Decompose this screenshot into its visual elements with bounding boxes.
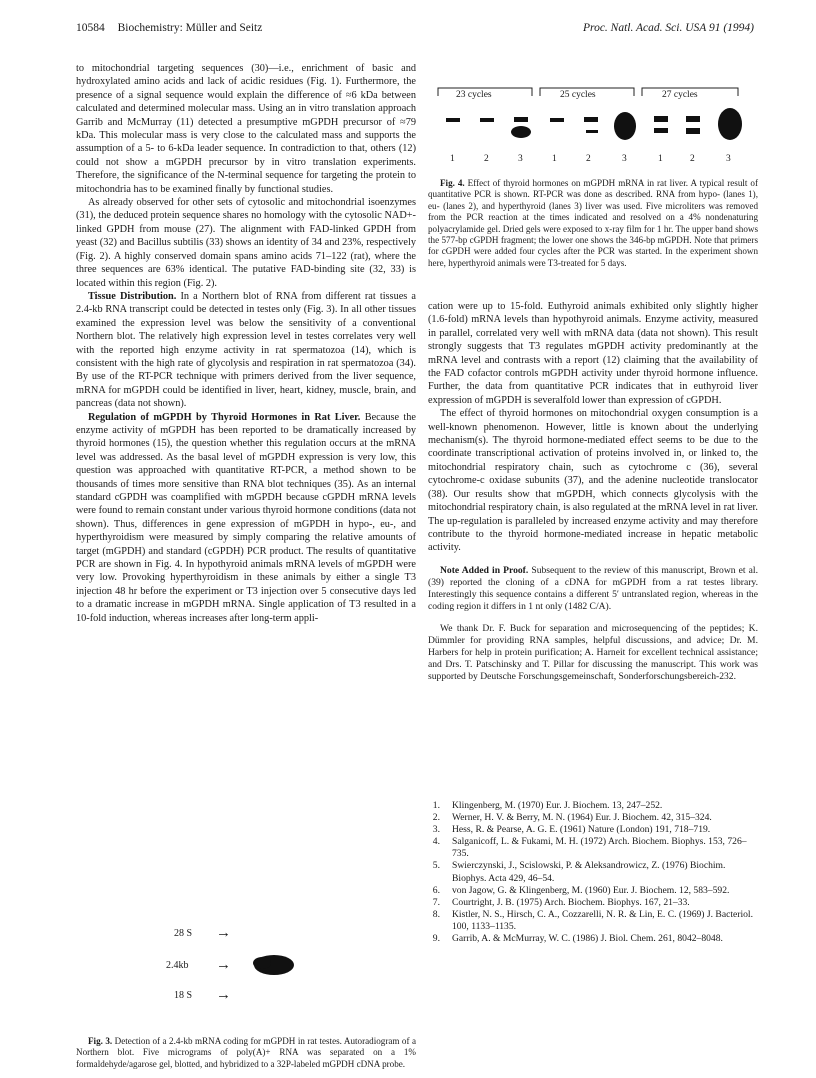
left-column xyxy=(76,62,416,625)
lane-number: 1 xyxy=(658,154,663,164)
reference-text: Swierczynski, J., Scislowski, P. & Aleksandrowicz, Z. (1976) Biochim. Biophys. Acta 429, 46–54. xyxy=(452,860,726,884)
reference-text: Salganicoff, L. & Fukami, M. H. (1972) Arch. Biochem. Biophys. 153, 726–735. xyxy=(452,836,747,860)
gel-group-label: 27 cycles xyxy=(662,90,698,100)
note-added-in-proof xyxy=(428,565,758,613)
paragraph-leader-sequence: to mitochondrial targeting sequences (30)—i.e., enrichment of basic and hydroxylated amino acids and lack of acidic residues (Fig. 1). Furthermore, the presence of a signal sequence would explain the difference of ≈6 kDa between calculated and determined molecular mass. Using an in vitro translation approach Garrib and McMurray (11) detected a presumptive mGPDH precursor of ≈79 kDa. This molecular mass is very close to the calculated mass and supports the assumption of a 5- to 6-kDa leader sequence. In contradiction to that, others (12) could not show a mGPDH precursor by in vitro translation experiments. Therefore, the significance of the N-terminal sequence for targeting the protein to mitochondria has to be examined finally by functional studies. xyxy=(76,63,416,195)
lane-number: 1 xyxy=(450,154,455,164)
gel-band-lower xyxy=(586,130,598,133)
section-heading-regulation: Regulation of mGPDH by Thyroid Hormones in Rat Liver. xyxy=(88,411,361,423)
reference-number: 7. xyxy=(432,896,440,908)
reference-item xyxy=(428,812,758,824)
reference-item xyxy=(428,860,758,884)
reference-number: 4. xyxy=(432,836,440,848)
reference-text: Klingenberg, M. (1970) Eur. J. Biochem. 13, 247–252. xyxy=(452,800,663,811)
reference-item xyxy=(428,909,758,933)
arrow-28s-icon: → xyxy=(216,925,231,941)
gel-band-upper xyxy=(584,117,598,122)
marker-28s: 28 S xyxy=(174,928,193,939)
reference-text: Werner, H. V. & Berry, M. N. (1964) Eur. J. Biochem. 42, 315–324. xyxy=(452,812,712,824)
gel-band-lower xyxy=(614,112,636,140)
paragraph-results: cation were up to 15-fold. Euthyroid animals exhibited only slightly higher (1.6-fold) mRNA levels than hypothyroid animals. Enzyme activity, measured in parallel, correlated very well with mRNA data (data not shown). This result strongly suggests that T3 regulates mGPDH activity predominantly at the mRNA level and contrasts with a report (12) claiming that the availability of the FAD cofactor controls mGPDH activity under thyroid hormone influence. Further, the data from quantitative PCR indicates that in euthyroid liver expression of mGPDH is severalfold lower than expression of cGPDH. xyxy=(428,301,758,406)
reference-item xyxy=(428,933,758,945)
reference-text: Hess, R. & Pearse, A. G. E. (1961) Nature (London) 191, 718–719. xyxy=(452,824,711,836)
figure-4-caption-label: Fig. 4. xyxy=(440,178,465,188)
lane-number: 2 xyxy=(484,154,489,164)
figure-4-gel xyxy=(428,84,758,170)
marker-2-4kb: 2.4kb xyxy=(166,960,189,971)
figure-4-caption xyxy=(428,178,758,269)
right-column xyxy=(428,300,758,683)
reference-number: 3. xyxy=(432,824,440,836)
paragraph-homology: As already observed for other sets of cytosolic and mitochondrial isoenzymes (31), the deduced protein sequence shares no homology with the cytosolic NAD+-linked GPDH from mouse (27). The alignment with FAD-linked GPDH from yeast (32) and Bacillus subtilis (33) shows an identity of 34 and 23%, respectively (Fig. 2). A highly conserved domain spans amino acids 71–122 (rat), where the three sequences are 63% identical. The putative FAD-binding site (32, 33) is located within this region (Fig. 2). xyxy=(76,197,416,289)
reference-item xyxy=(428,800,758,812)
figure-3-caption-text: Detection of a 2.4-kb mRNA coding for mGPDH in rat testes. Autoradiogram of a Northern blot. Five micrograms of poly(A)+ RNA was separated on a 1% formaldehyde/agarose gel, blotted, and hybridized to a 32P-labeled mGPDH cDNA probe. xyxy=(76,1036,417,1069)
gel-band-upper xyxy=(654,116,668,122)
page-number: 10584 xyxy=(76,22,105,34)
lane-number: 1 xyxy=(552,154,557,164)
gel-band-upper xyxy=(514,117,528,122)
regulation-text: Because the enzyme activity of mGPDH has been reported to be dramatically increased by thyroid hormones (15), the question whether this regulation occurs at the mRNA level was addressed. As the basal level of mGPDH expression is very low, this question was approached with quantitative RT-PCR, a method shown to be thousands of times more sensitive than RNA blot techniques (35). As an internal standard cGPDH was coamplified with mGPDH because cGPDH mRNA levels were found to remain constant under various thyroid hormone conditions (data not shown). Thus, differences in gene expression of mGPDH in hypo-, eu-, and hyperthyroidism were measured by simply comparing the relative amounts of target (mGPDH) and standard (cGPDH) PCR product. The results of quantitative PCR are shown in Fig. 4. In hypothyroid animals mRNA levels of mGPDH were very low. Provoking hyperthyroidism in these animals by either a single T3 injection 48 hr before the experiment or T3 injection over 5 consecutive days led to a dramatic increase in mGPDH mRNA. Single application of T3 resulted in a 10-fold induction, whereas increases after long-term appli- xyxy=(76,411,416,624)
marker-18s: 18 S xyxy=(174,990,193,1001)
reference-item xyxy=(428,824,758,836)
reference-item xyxy=(428,897,758,909)
figure-3-caption xyxy=(76,1036,416,1070)
gel-band-upper xyxy=(480,118,494,122)
arrow-2-4kb-icon: → xyxy=(216,957,231,973)
reference-item xyxy=(428,836,758,860)
acknowledgments: We thank Dr. F. Buck for separation and microsequencing of the peptides; K. Dümmler for providing RNA samples, helpful discussions, and advice; Dr. M. Harbers for help in protein purification; A. Harneit for excellent technical assistance; and Drs. T. Patschinsky and T. Pillar for discussing the manuscript. This work was supported by Deutsche Forschungsgemeinschaft, Sonderforschungsbereich-232. xyxy=(428,622,758,682)
reference-number: 5. xyxy=(432,860,440,872)
reference-number: 2. xyxy=(432,812,440,824)
gel-band-upper xyxy=(446,118,460,122)
reference-list xyxy=(428,800,758,945)
figure-4-caption-text: Effect of thyroid hormones on mGPDH mRNA in rat liver. A typical result of quantitative PCR is shown. RT-PCR was done as described. RNA from hypo- (lanes 1), eu- (lanes 2), and hyperthyroid (lanes 3) liver was used. Five microliters was removed from the PCR reaction at the times indicated and resolved on a 4% nondenaturing polyacrylamide gel. Dried gels were exposed to x-ray film for 1 hr. The upper band shows the 577-bp cGPDH fragment; the lower one shows the 346-bp mGPDH. Note that primers for cGPDH were added four cycles after the PCR was started. In the experiment shown here, hyperthyroid animals were T3-treated for 5 days. xyxy=(428,178,759,268)
reference-number: 8. xyxy=(432,908,440,920)
lane-number: 3 xyxy=(518,154,523,164)
gel-group-label: 25 cycles xyxy=(560,90,596,100)
reference-number: 1. xyxy=(432,800,440,811)
gel-band-lower xyxy=(654,128,668,133)
paragraph-tissue-distribution xyxy=(76,290,416,411)
paragraph-regulation xyxy=(76,411,416,626)
reference-text: von Jagow, G. & Klingenberg, M. (1960) Eur. J. Biochem. 12, 583–592. xyxy=(452,884,730,896)
arrow-18s-icon: → xyxy=(216,987,231,1003)
reference-text: Garrib, A. & McMurray, W. C. (1986) J. Biol. Chem. 261, 8042–8048. xyxy=(452,933,723,945)
figure-3-caption-label: Fig. 3. xyxy=(88,1036,113,1046)
journal-section: Biochemistry: Müller and Seitz xyxy=(117,22,263,34)
gel-band-upper xyxy=(686,116,700,122)
reference-text: Courtright, J. B. (1975) Arch. Biochem. Biophys. 167, 21–33. xyxy=(452,896,690,908)
running-header-citation: Proc. Natl. Acad. Sci. USA 91 (1994) xyxy=(583,22,754,34)
lane-number: 3 xyxy=(622,154,627,164)
lane-number: 3 xyxy=(726,154,731,164)
gel-band-upper xyxy=(550,118,564,122)
blot-band-2-4kb xyxy=(254,955,294,975)
reference-item xyxy=(428,885,758,897)
section-heading-tissue: Tissue Distribution. xyxy=(88,290,177,302)
reference-number: 9. xyxy=(432,933,440,945)
note-text: Subsequent to the review of this manuscript, Brown et al. (39) reported the cloning of a cDNA for mGPDH from a rat testes library. Interestingly this sequence contains a different 5′ untranslated region, whereas in the coding region it differs in 1 nt only (1482 C/A). xyxy=(428,564,758,612)
lane-number: 2 xyxy=(586,154,591,164)
note-heading: Note Added in Proof. xyxy=(440,564,529,576)
running-header-left xyxy=(76,22,262,34)
gel-band-lower xyxy=(686,128,700,134)
paragraph-discussion: The effect of thyroid hormones on mitochondrial oxygen consumption is a well-known phenomenon. However, little is known about the underlying mechanism(s). The thyroid hormone-mediated effect seems to be due to the coordinate transcriptional activation of proteins involved in, or linked to, the mitochondrial respiratory chain, such as cytochrome c (36), several cytochrome-c oxidase subunits (37), and the adenine nucleotide translocator (38). Our results show that mGPDH, which connects glycolysis with the mitochondrial respiratory chain, is also regulated at the mRNA level in rat liver. The up-regulation is paralleled by increased enzyme activity and may therefore contribute to the thyroid hormone-mediated increase in hepatic metabolic activity. xyxy=(428,408,758,554)
gel-band-lower xyxy=(511,126,531,138)
reference-number: 6. xyxy=(432,884,440,896)
lane-number: 2 xyxy=(690,154,695,164)
figure-3-northern-blot xyxy=(150,920,350,1030)
tissue-text: In a Northern blot of RNA from different rat tissues a 2.4-kb RNA transcript could be detected in testes only (Fig. 3). In all other tissues examined the expression level was below the sensitivity of a conventional Northern blot. The relatively high expression level in testes correlates very well with the reported high enzyme activity in rat spermatozoa (14), which is consistent with the high rate of glycolysis and respiration in rat spermatozoa (34). By use of the RT-PCR technique with primers derived from the liver sequence, mRNA for mGPDH could be identified in liver, heart, kidney, muscle, brain, and pancreas (data not shown). xyxy=(76,290,416,410)
reference-text: Kistler, N. S., Hirsch, C. A., Cozzarelli, N. R. & Lin, E. C. (1969) J. Bacteriol. 100, 1133–1135. xyxy=(452,908,753,932)
gel-band-lower xyxy=(718,108,742,140)
gel-group-label: 23 cycles xyxy=(456,90,492,100)
